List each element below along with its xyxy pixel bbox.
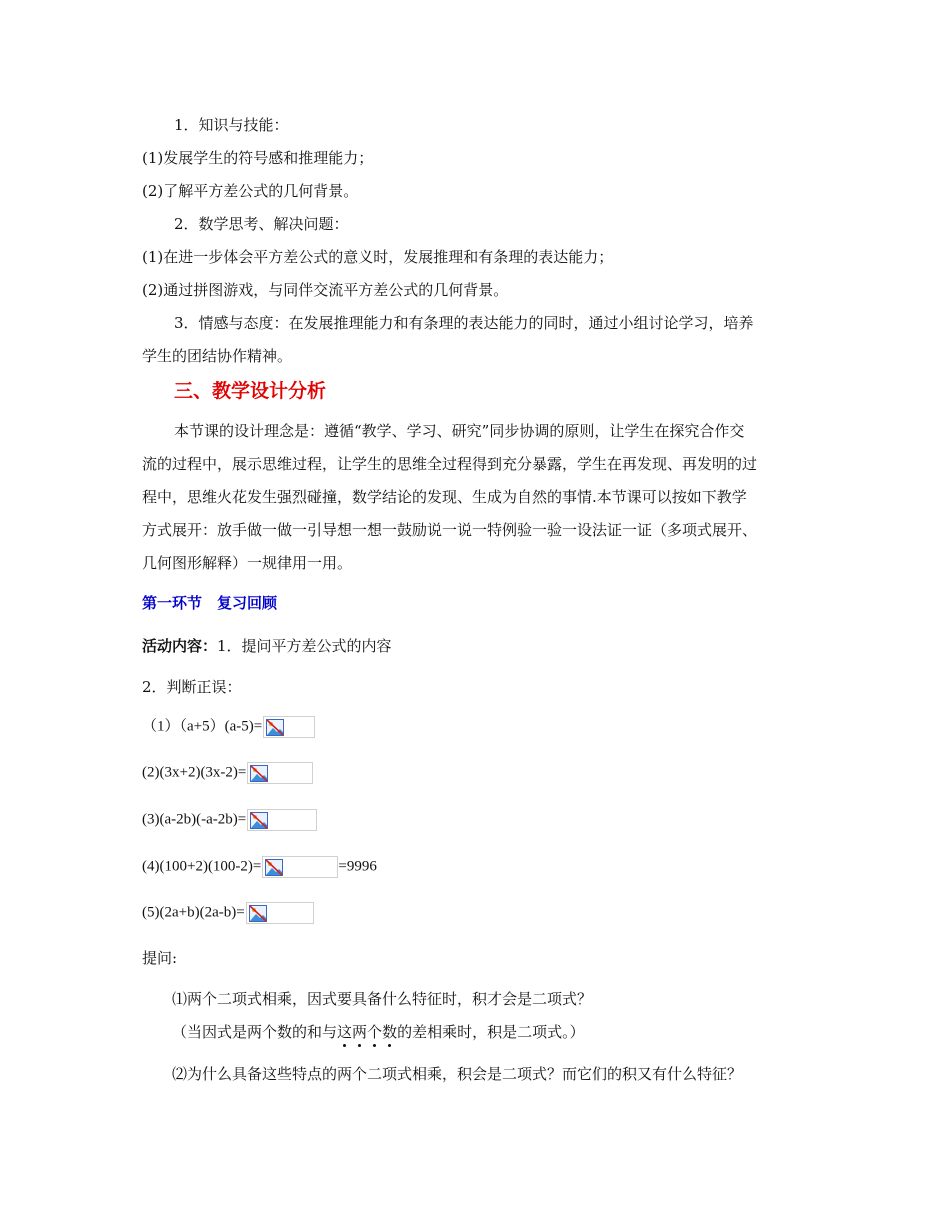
goal-3-line-2: 学生的团结协作精神。 xyxy=(142,347,293,365)
activity-text: 1．提问平方差公式的内容 xyxy=(217,637,392,655)
goal-2-a: (1)在进一步体会平方差公式的意义时，发展推理和有条理的表达能力； xyxy=(142,248,614,266)
answer-1 xyxy=(172,1022,585,1042)
activity-line xyxy=(142,636,392,656)
broken-image-icon xyxy=(250,812,268,829)
stage-heading: 第一环节 复习回顾 xyxy=(142,594,278,612)
judge-item-4-text: (4)(100+2)(100-2)= xyxy=(142,858,262,875)
section-heading: 三、教学设计分析 xyxy=(174,380,327,402)
judge-item-5 xyxy=(142,902,314,924)
judge-item-1-text: （1）（a+5）(a-5)= xyxy=(142,718,263,735)
judge-item-3 xyxy=(142,809,317,831)
judge-item-2 xyxy=(142,762,313,784)
design-para-line-4: 方式展开：放手做一做一引导想一想一鼓励说一说一特例验一验一设法证一证（多项式展开、 xyxy=(142,521,758,539)
broken-image-icon xyxy=(265,859,283,876)
answer-1-pre: （当因式是两个数的和与 xyxy=(172,1023,338,1041)
design-para-line-2: 流的过程中，展示思维过程，让学生的思维全过程得到充分暴露，学生在再发现、再发明的过 xyxy=(142,455,758,473)
activity-label: 活动内容： xyxy=(142,637,218,655)
judge-item-3-text: (3)(a-2b)(-a-2b)= xyxy=(142,811,247,828)
design-para-line-5: 几何图形解释）一规律用一用。 xyxy=(142,554,353,572)
goal-1-b: (2)了解平方差公式的几何背景。 xyxy=(142,182,359,200)
ask-label: 提问: xyxy=(142,949,178,967)
goal-2-b: (2)通过拼图游戏，与同伴交流平方差公式的几何背景。 xyxy=(142,281,509,299)
judge-item-4-result: =9996 xyxy=(338,858,377,875)
answer-1-post: 的差相乘时，积是二项式。） xyxy=(397,1023,585,1041)
design-para-line-3: 程中，思维火花发生强烈碰撞，数学结论的发现、生成为自然的事情.本节课可以按如下教学 xyxy=(142,488,747,506)
answer-image-placeholder xyxy=(247,762,313,784)
emphasis-char: 数 xyxy=(382,1023,398,1041)
judge-prompt: 2．判断正误： xyxy=(142,678,242,696)
broken-image-icon xyxy=(250,765,268,782)
emphasis-char: 个 xyxy=(367,1023,383,1041)
broken-image-icon xyxy=(249,905,267,922)
judge-item-4 xyxy=(142,856,377,878)
answer-image-placeholder xyxy=(247,809,317,831)
emphasis-dotted-text xyxy=(337,1023,397,1041)
goal-1-title: 1．知识与技能： xyxy=(174,116,289,134)
emphasis-dotted-chars xyxy=(337,1023,397,1041)
question-1: ⑴两个二项式相乘，因式要具备什么特征时，积才会是二项式？ xyxy=(172,990,593,1008)
goal-3-line-1: 3．情感与态度：在发展推理能力和有条理的表达能力的同时，通过小组讨论学习，培养 xyxy=(174,314,754,332)
design-para-line-1: 本节课的设计理念是：遵循“教学、学习、研究”同步协调的原则，让学生在探究合作交 xyxy=(174,422,745,440)
answer-image-placeholder xyxy=(263,716,315,738)
answer-image-placeholder xyxy=(246,902,314,924)
goal-2-title: 2．数学思考、解决问题： xyxy=(174,215,349,233)
broken-image-icon xyxy=(266,719,284,736)
judge-item-2-text: (2)(3x+2)(3x-2)= xyxy=(142,764,247,781)
emphasis-char: 两 xyxy=(352,1023,368,1041)
answer-image-placeholder xyxy=(262,856,338,878)
emphasis-char: 这 xyxy=(337,1023,353,1041)
judge-item-1 xyxy=(142,716,315,738)
goal-1-a: (1)发展学生的符号感和推理能力； xyxy=(142,149,374,167)
question-2: ⑵为什么具备这些特点的两个二项式相乘，积会是二项式？而它们的积又有什么特征？ xyxy=(172,1065,743,1083)
judge-item-5-text: (5)(2a+b)(2a-b)= xyxy=(142,904,245,921)
